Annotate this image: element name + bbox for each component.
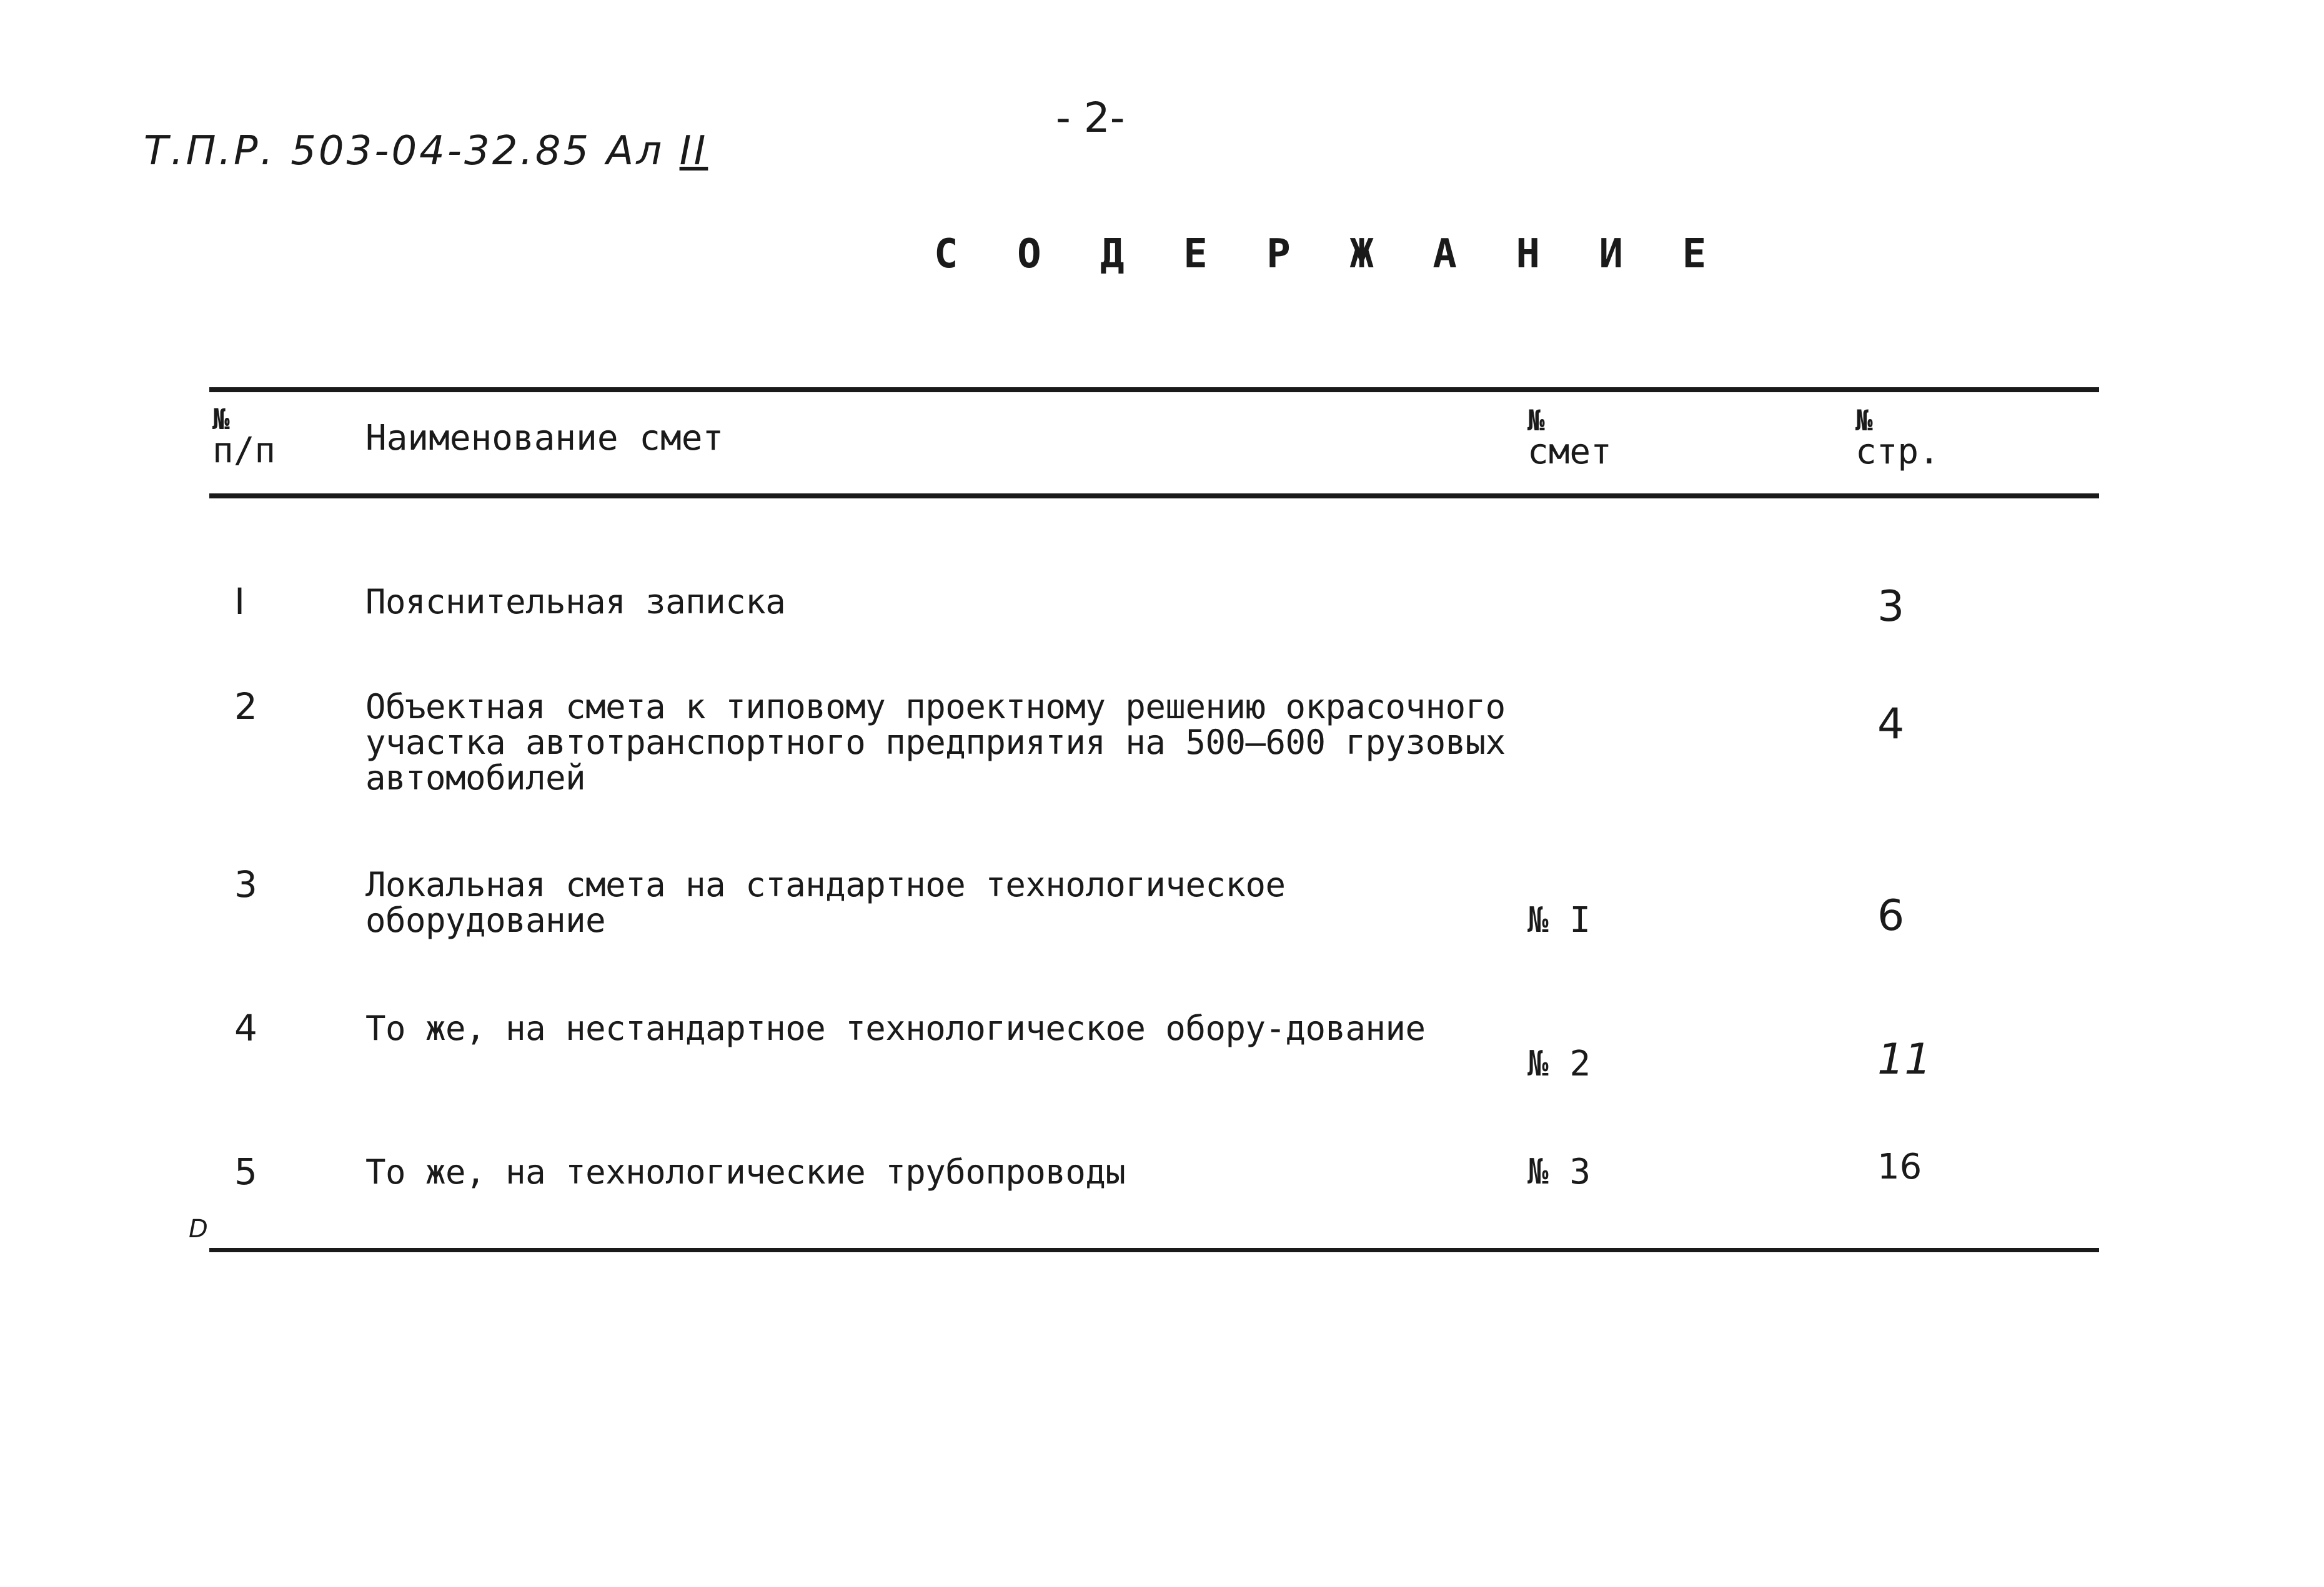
- document-code-annex: Ал: [606, 128, 665, 174]
- row-title: Объектная смета к типовому проектному решению окрасочного участка автотранспортного предприятия на 500–600 грузовых автомобилей: [365, 687, 1506, 798]
- number-sign: №: [1855, 403, 1873, 437]
- row-title: То же, на нестандартное технологическое обору-дование: [365, 1009, 1426, 1048]
- table-header-rule: [209, 493, 2099, 498]
- row-page-number: 6: [1877, 891, 1905, 941]
- column-header-number: [212, 402, 276, 471]
- column-header-estimate: [1527, 403, 1612, 472]
- table-top-rule: [209, 387, 2099, 392]
- row-number: 2: [234, 685, 257, 728]
- row-estimate-number: № I: [1527, 900, 1591, 941]
- row-number: 5: [234, 1150, 257, 1193]
- page-number: - 2-: [1056, 94, 1125, 142]
- column-header-page-label: стр.: [1855, 432, 1940, 472]
- row-title: То же, на технологические трубопроводы: [365, 1152, 1126, 1192]
- column-header-page: [1855, 403, 1940, 472]
- row-number: 3: [234, 863, 257, 906]
- row-number: I: [234, 580, 246, 623]
- page-title: С О Д Е Р Ж А Н И Е: [934, 231, 1724, 277]
- margin-mark: D: [189, 1215, 208, 1243]
- column-header-estimate-label: смет: [1527, 432, 1612, 472]
- table-bottom-rule: [209, 1248, 2099, 1252]
- document-code-annex-number: II: [679, 128, 708, 174]
- row-estimate-number: № 2: [1527, 1044, 1591, 1084]
- row-page-number: 16: [1877, 1147, 1922, 1187]
- column-header-number-label: п/п: [212, 430, 276, 471]
- number-sign: №: [212, 402, 230, 436]
- column-header-name: Наименование смет: [365, 418, 724, 458]
- row-page-number: 11: [1877, 1035, 1932, 1084]
- row-page-number: 4: [1877, 700, 1905, 749]
- row-estimate-number: № 3: [1527, 1152, 1591, 1192]
- document-code-number: Т.П.Р. 503-04-32.85: [144, 128, 592, 174]
- row-page-number: 3: [1877, 582, 1905, 631]
- document-code: [144, 128, 708, 174]
- row-number: 4: [234, 1007, 257, 1049]
- row-title: Локальная смета на стандартное технологическое оборудование: [365, 865, 1286, 940]
- row-title: Пояснительная записка: [365, 582, 786, 621]
- number-sign: №: [1527, 403, 1545, 437]
